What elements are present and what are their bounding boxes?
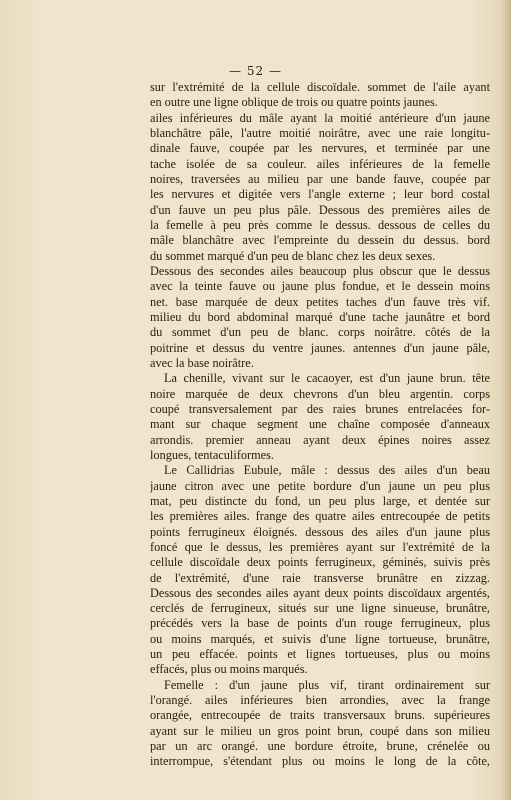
text-line: blanchâtre pâle, l'autre moitié noirâtre, avec une raie longitu- xyxy=(150,125,490,140)
text-line: coupé transversalement par des raies brunes entrelacées for- xyxy=(150,401,490,416)
text-line: mant sur chaque segment une chaîne composée d'anneaux xyxy=(150,417,490,432)
text-line: milieu du bord abdominal marqué d'une tache jaunâtre et bord xyxy=(150,309,490,324)
text-line: longues, tentaculiformes. xyxy=(150,447,274,462)
text-line: foncé que le dessus, les premières ayant sur l'extrémité de la xyxy=(150,539,490,554)
text-line: du sommet marqué d'un peu de blanc chez les deux sexes. xyxy=(150,248,436,263)
text-line: avec la base noirâtre. xyxy=(150,355,254,370)
text-line: les premières ailes. frange des quatre ailes entrecoupée de petits xyxy=(150,509,490,524)
text-line: net. base marquée de deux petites taches d'un fauve très vif. xyxy=(150,294,490,309)
text-line: cerclés de ferrugineux, situés sur une ligne sinueuse, brunâtre, xyxy=(150,601,490,616)
text-line: points ferrugineux éloignés. dessous des ailes d'un jaune plus xyxy=(150,524,490,539)
text-line: cellule discoïdale deux points ferrugineux, géminés, suivis près xyxy=(150,555,490,570)
text-line: noire marquée de deux chevrons d'un bleu argentin. corps xyxy=(150,386,490,401)
text-line: arrondis. premier anneau ayant deux épines noires assez xyxy=(150,432,490,447)
text-line: de l'extrémité, d'une raie transverse brunâtre en zizzag. xyxy=(150,570,490,585)
text-line: ailes inférieures du mâle ayant la moitié antérieure d'un jaune xyxy=(150,110,490,125)
text-line: noires, traversées au milieu par une bande fauve, coupée par xyxy=(150,171,490,186)
text-line: dinale fauve, coupée par les nervures, et terminée par une xyxy=(150,141,490,156)
text-line: La chenille, vivant sur le cacaoyer, est d'un jaune brun. tête xyxy=(164,371,490,386)
text-line: ou moins marqués, et suivis d'une ligne tortueuse, brunâtre, xyxy=(150,631,490,646)
text-line: précédés vers la base de points d'un rouge ferrugineux, plus xyxy=(150,616,490,631)
text-line: effacés, plus ou moins marqués. xyxy=(150,662,308,677)
text-line: mat, peu distincte du fond, un peu plus large, et dentée sur xyxy=(150,493,490,508)
text-line: poitrine et dessus du ventre jaunes. antennes d'un jaune pâle, xyxy=(150,340,490,355)
text-line: orangée, entrecoupée de traits transversaux bruns. supérieures xyxy=(150,708,490,723)
text-line: Dessous des secondes ailes ayant deux points discoïdaux argentés, xyxy=(150,585,490,600)
text-line: d'un fauve un peu plus pâle. Dessous des premières ailes de xyxy=(150,202,490,217)
text-line: du sommet d'un peu de blanc. corps noirâtre. côtés de la xyxy=(150,325,490,340)
text-line: les nervures et digitée vers l'angle externe ; leur bord costal xyxy=(150,187,490,202)
text-line: mâle blanchâtre avec l'empreinte du dessein du dessus. bord xyxy=(150,233,490,248)
text-line: avec la teinte fauve ou jaune plus fondue, et le dessein moins xyxy=(150,279,490,294)
text-line: tache isolée de sa couleur. ailes inférieures de la femelle xyxy=(150,156,490,171)
text-line: sur l'extrémité de la cellule discoïdale. sommet de l'aile ayant xyxy=(150,80,490,94)
text-line: la femelle à peu près comme le dessus. dessous de celles du xyxy=(150,217,490,232)
page-number: — 52 — xyxy=(229,64,282,78)
text-line: par un arc orangé. une bordure étroite, brune, crénelée ou xyxy=(150,739,490,754)
text-line: Le Callidrias Eubule, mâle : dessus des ailes d'un beau xyxy=(164,463,490,478)
text-line: ayant sur le milieu un gros point brun, coupé dans son milieu xyxy=(150,723,490,738)
text-line: interrompue, s'étendant plus ou moins le long de la côte, xyxy=(150,754,490,769)
text-line: jaune citron avec une petite bordure d'un jaune un peu plus xyxy=(150,478,490,493)
text-line: un peu effacée. points et lignes tortueuses, plus ou moins xyxy=(150,647,490,662)
text-line: Femelle : d'un jaune plus vif, tirant ordinairement sur xyxy=(164,677,490,692)
text-line: Dessous des secondes ailes beaucoup plus obscur que le dessus xyxy=(150,263,490,278)
text-line: en outre une ligne oblique de trois ou quatre points jaunes. xyxy=(150,95,438,110)
text-line: l'orangé. ailes inférieures bien arrondies, avec la frange xyxy=(150,693,490,708)
body-text xyxy=(150,80,490,770)
page-edge-shadow xyxy=(501,0,511,800)
